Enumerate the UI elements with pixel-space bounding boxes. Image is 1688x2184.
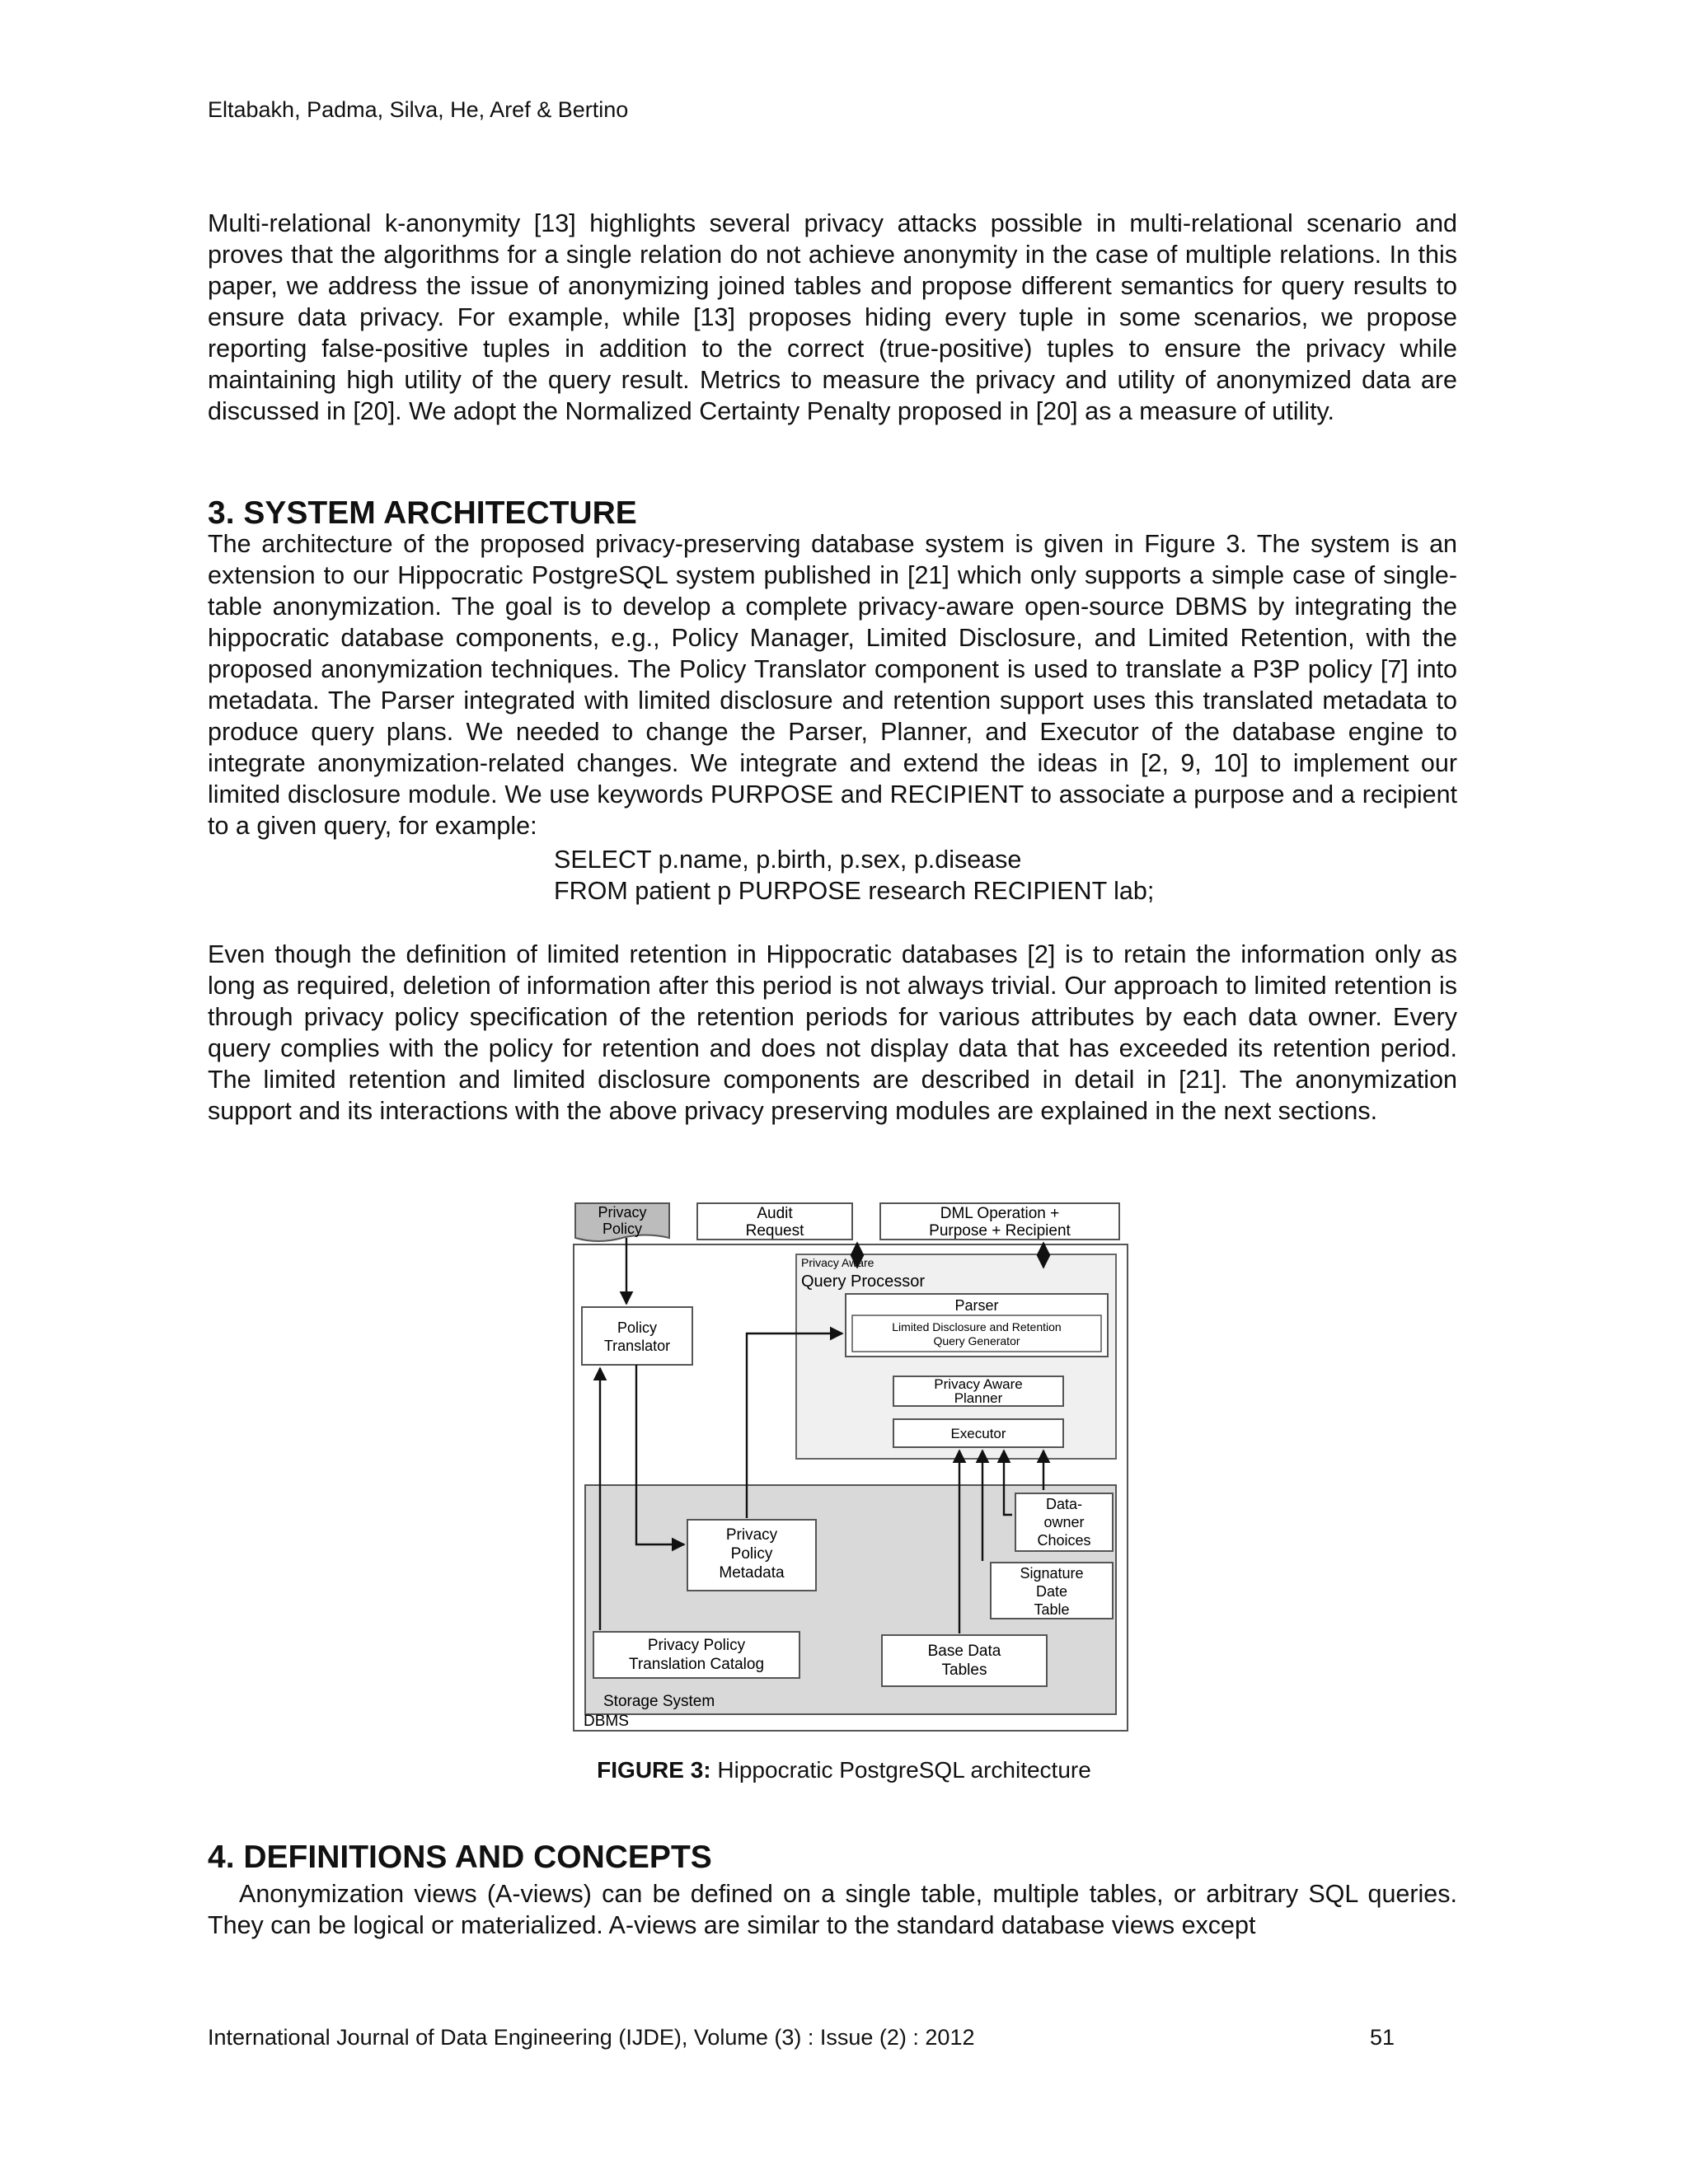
policy-translator-box [582, 1307, 692, 1365]
qp-big-label: Query Processor [801, 1272, 926, 1291]
footer-page-number: 51 [1370, 2025, 1395, 2050]
sql-example [554, 844, 1154, 907]
dml-operation-label-1: DML Operation + [940, 1205, 1060, 1222]
architecture-diagram [567, 1187, 1144, 1751]
audit-request-label-1: Audit [757, 1205, 793, 1222]
sdt-label-1: Signature [1020, 1565, 1084, 1582]
body-paragraph-4 [208, 1878, 1457, 1941]
policy-translator-label-1: Policy [617, 1319, 658, 1336]
storage-system-label: Storage System [603, 1693, 715, 1710]
dml-operation-label-2: Purpose + Recipient [929, 1222, 1071, 1240]
qp-small-label: Privacy Aware [801, 1256, 874, 1269]
body-paragraph-3 [208, 939, 1457, 1127]
audit-request-label-2: Request [745, 1222, 804, 1240]
ldr-generator-label-1: Limited Disclosure and Retention [892, 1320, 1062, 1333]
paragraph-text: Multi-relational k-anonymity [13] highlights several privacy attacks possible in multi-relational scenario and proves that the algorithms for a single relation do not achieve anonymity in the case of multiple relations. In this paper, we address the issue of anonymizing joined tables and propose different semantics for query results to ensure data privacy. For example, while [13] proposes hiding every tuple in some scenarios, we propose reporting false-positive tuples in addition to the correct (true-positive) tuples to ensure the privacy while maintaining high utility of the query result. Metrics to measure the privacy and utility of anonymized data are discussed in [20]. We adopt the Normalized Certainty Penalty proposed in [20] as a measure of utility. [208, 209, 1457, 425]
planner-label-1: Privacy Aware [934, 1376, 1023, 1392]
sdt-label-2: Date [1035, 1583, 1068, 1600]
body-paragraph-2 [208, 528, 1457, 841]
bdt-label-2: Tables [941, 1661, 987, 1679]
figure-caption [0, 1757, 1688, 1783]
sdt-label-3: Table [1034, 1601, 1070, 1618]
architecture-diagram-svg [567, 1187, 1144, 1747]
executor-label: Executor [950, 1426, 1006, 1441]
paragraph-text: Even though the definition of limited retention in Hippocratic databases [2] is to retain the information only as long as required, deletion of information after this period is not always trivial. Our approach to limited retention is through privacy policy specification of the retention periods for various attributes by each data owner. Every query complies with the policy for retention and does not display data that has exceeded its retention period. The limited retention and limited disclosure components are described in detail in [21]. The anonymization support and its interactions with the above privacy preserving modules are explained in the next sections. [208, 940, 1457, 1125]
figure-caption-text: Hippocratic PostgreSQL architecture [710, 1757, 1091, 1783]
paragraph-text: The architecture of the proposed privacy-preserving database system is given in Figure 3. The system is an extension to our Hippocratic PostgreSQL system published in [21] which only supports a simple case of single-table anonymization. The goal is to develop a complete privacy-aware open-source DBMS by integrating the hippocratic database components, e.g., Policy Manager, Limited Disclosure, and Limited Retention, with the proposed anonymization techniques. The Policy Translator component is used to translate a P3P policy [7] into metadata. The Parser integrated with limited disclosure and retention support uses this translated metadata to produce query plans. We needed to change the Parser, Planner, and Executor of the database engine to integrate anonymization-related changes. We integrate and extend the ideas in [2, 9, 10] to implement our limited disclosure module. We use keywords PURPOSE and RECIPIENT to associate a purpose and a recipient to a given query, for example: [208, 530, 1457, 840]
sql-line-2: FROM patient p PURPOSE research RECIPIENT lab; [554, 877, 1155, 905]
dbms-label: DBMS [584, 1713, 629, 1730]
data-owner-label-1: Data- [1045, 1496, 1083, 1512]
tc-label-2: Translation Catalog [628, 1656, 765, 1673]
privacy-policy-label-2: Policy [602, 1221, 643, 1237]
bdt-label-1: Base Data [927, 1643, 1001, 1660]
data-owner-label-3: Choices [1037, 1532, 1091, 1549]
section-heading-4: 4. DEFINITIONS AND CONCEPTS [208, 1840, 712, 1875]
ppm-label-3: Metadata [719, 1564, 785, 1582]
parser-label: Parser [954, 1297, 999, 1314]
sql-line-1: SELECT p.name, p.birth, p.sex, p.disease [554, 846, 1022, 874]
footer-journal: International Journal of Data Engineering (IJDE), Volume (3) : Issue (2) : 2012 [208, 2025, 975, 2050]
running-head: Eltabakh, Padma, Silva, He, Aref & Bertino [208, 97, 629, 122]
paragraph-text: Anonymization views (A-views) can be defined on a single table, multiple tables, or arbitrary SQL queries. They can be logical or materialized. A-views are similar to the standard database views except [208, 1880, 1457, 1939]
figure-caption-label: FIGURE 3: [597, 1757, 711, 1783]
section-heading-3: 3. SYSTEM ARCHITECTURE [208, 495, 637, 531]
planner-label-2: Planner [954, 1390, 1003, 1406]
data-owner-label-2: owner [1043, 1514, 1085, 1530]
privacy-policy-label-1: Privacy [598, 1204, 647, 1221]
body-paragraph-1 [208, 208, 1457, 427]
ldr-generator-label-2: Query Generator [933, 1334, 1020, 1347]
ppm-label-1: Privacy [725, 1526, 778, 1544]
ppm-label-2: Policy [730, 1545, 773, 1563]
tc-label-1: Privacy Policy [647, 1637, 746, 1654]
policy-translator-label-2: Translator [603, 1338, 671, 1354]
